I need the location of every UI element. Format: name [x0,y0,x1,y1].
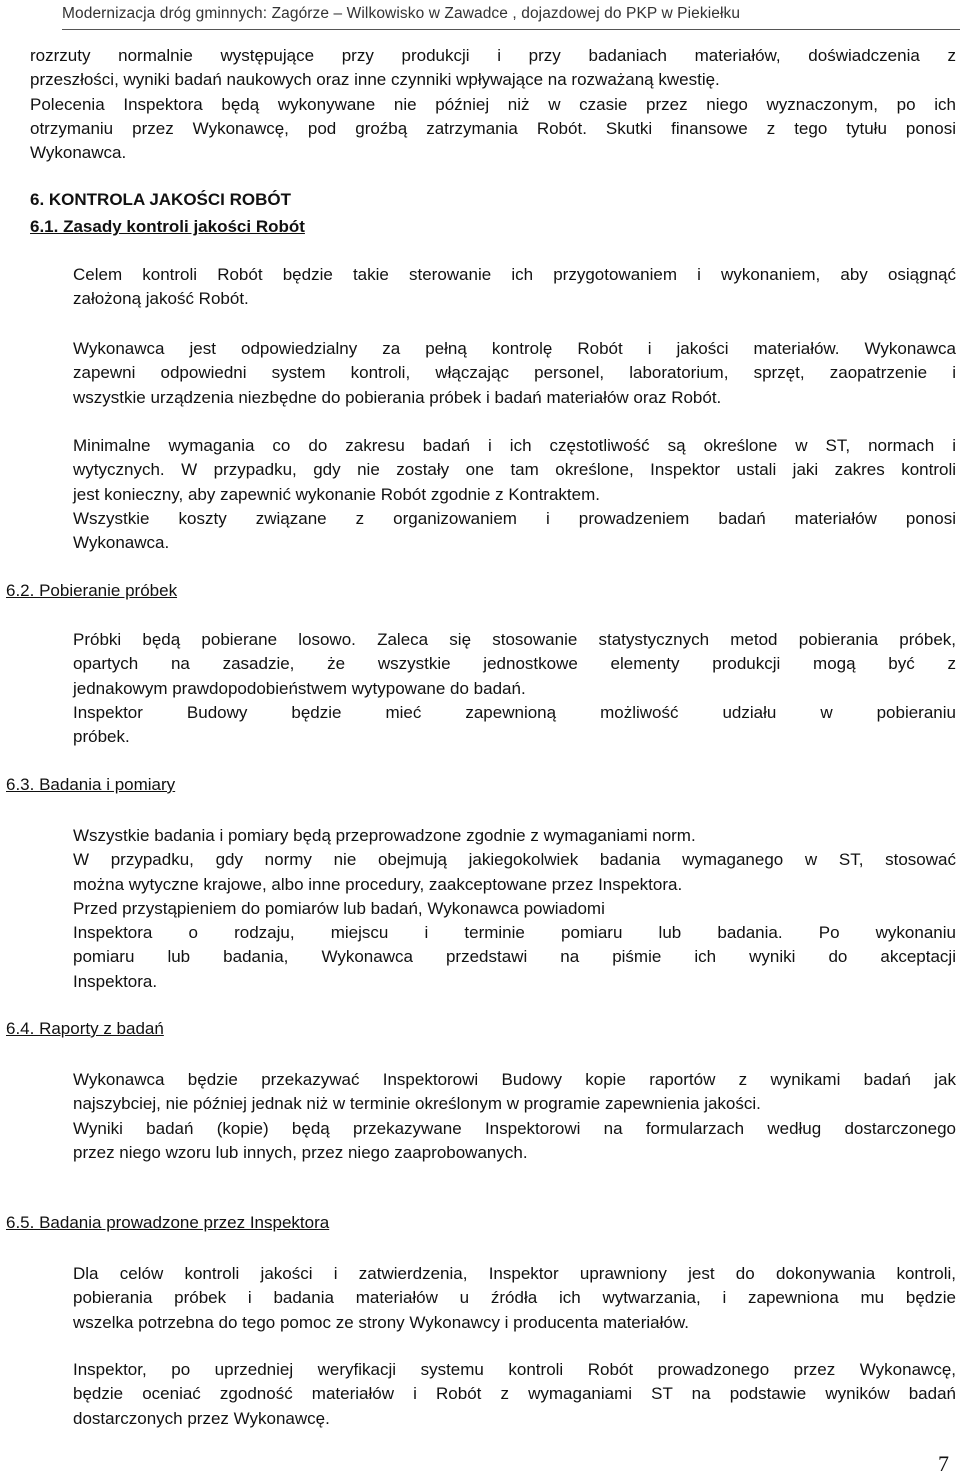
paragraph [73,263,956,312]
paragraph [73,1358,956,1431]
text-line: pobierania próbek i badania materiałów u źródła ich wytwarzania, i zapewniona mu będzie [73,1288,956,1308]
text-line: rozrzuty normalnie występujące przy produkcji i przy badaniach materiałów, doświadczenia z [30,46,956,65]
text-line: Dla celów kontroli jakości i zatwierdzenia, Inspektor uprawniony jest do dokonywania kontroli, [73,1264,956,1283]
text-line: Próbki będą pobierane losowo. Zaleca się stosowanie statystycznych metod pobierania próbek, [73,630,956,649]
text-line: Wykonawca. [30,143,127,163]
paragraph [73,824,956,994]
text-line: Celem kontroli Robót będzie takie sterowanie ich przygotowaniem i wykonaniem, aby osiągnąć [73,265,956,284]
subsection-heading-6-3 [6,775,175,795]
text-line: Wszystkie koszty związane z organizowaniem i prowadzeniem badań materiałów ponosi [73,508,956,528]
text-line: próbek. [73,727,130,747]
text-line: Wszystkie badania i pomiary będą przeprowadzone zgodnie z wymaganiami norm. [73,826,696,845]
text-line: przez niego wzoru lub innych, przez niego zaaprobowanych. [73,1142,528,1162]
text-line: opartych na zasadzie, że wszystkie jednostkowe elementy produkcji mogą być z [73,654,956,674]
text-line: Inspektor Budowy będzie mieć zapewnioną możliwość udziału w pobieraniu [73,702,956,722]
text-line: Przed przystąpieniem do pomiarów lub badań, Wykonawca powiadomi [73,898,605,918]
text-line: Minimalne wymagania co do zakresu badań i ich częstotliwość są określone w ST, normach i [73,436,956,455]
text-line: wytycznych. W przypadku, gdy nie zostały one tam określone, Inspektor ustali jaki zakres kontroli [73,460,956,480]
text-line: jest konieczny, aby zapewnić wykonanie Robót zgodnie z Kontraktem. [73,484,600,504]
paragraph [73,434,956,555]
paragraph [73,628,956,749]
text-line: Wykonawca jest odpowiedzialny za pełną kontrolę Robót i jakości materiałów. Wykonawca [73,339,956,358]
subsection-heading-6-1: 6.1. Zasady kontroli jakości Robót [30,217,305,236]
text-line: Inspektora. [73,971,158,991]
text-line: Polecenia Inspektora będą wykonywane nie później niż w czasie przez niego wyznaczonym, po ich [30,94,956,114]
page-number: 7 [938,1451,949,1476]
subsection-heading-6-5 [6,1213,329,1233]
subsection-heading-6-2 [6,581,177,601]
text-line: W przypadku, gdy normy nie obejmują jakiegokolwiek badania wymaganego w ST, stosować [73,850,956,870]
text-line: można wytyczne krajowe, albo inne procedury, zaakceptowane przez Inspektora. [73,874,683,894]
subsection-heading-6-4 [6,1019,164,1039]
paragraph [73,337,956,410]
section-title: 6. KONTROLA JAKOŚCI ROBÓT [30,190,291,209]
text-line: jednakowym prawdopodobieństwem wytypowane do badań. [73,678,526,698]
text-line: przeszłości, wyniki badań naukowych oraz inne czynniki wpływające na rozważaną kwestię. [30,70,720,90]
intro-paragraph [30,44,956,165]
paragraph [73,1068,956,1165]
text-line: założoną jakość Robót. [73,289,249,309]
paragraph [73,1262,956,1335]
heading-text: 6.3. Badania i pomiary [6,775,176,794]
text-line: Inspektora o rodzaju, miejscu i terminie pomiaru lub badania. Po wykonaniu [73,923,956,943]
text-line: Inspektor, po uprzedniej weryfikacji systemu kontroli Robót prowadzonego przez Wykonawcę, [73,1360,956,1379]
text-line: wszelka potrzebna do tego pomoc ze strony Wykonawcy i producenta materiałów. [73,1312,689,1332]
text-line: otrzymaniu przez Wykonawcę, pod groźbą zatrzymania Robót. Skutki finansowe z tego tytułu ponosi [30,118,956,138]
text-line: zapewni odpowiedni system kontroli, włączając personel, laboratorium, sprzęt, zaopatrzenie i [73,363,956,383]
text-line: pomiaru lub badania, Wykonawca przedstawi na piśmie ich wyniki do akceptacji [73,947,956,967]
heading-text: 6.5. Badania prowadzone przez Inspektora [6,1213,330,1232]
text-line: Wyniki badań (kopie) będą przekazywane Inspektorowi na formularzach według dostarczonego [73,1118,956,1138]
text-line: Wykonawca będzie przekazywać Inspektorowi Budowy kopie raportów z wynikami badań jak [73,1070,956,1089]
text-line: dostarczonych przez Wykonawcę. [73,1408,330,1428]
text-line: będzie oceniać zgodność materiałów i Robót z wymaganiami ST na podstawie wyników badań [73,1384,956,1404]
heading-text: 6.2. Pobieranie próbek [6,581,178,600]
page-header: Modernizacja dróg gminnych: Zagórze – Wilkowisko w Zawadce , dojazdowej do PKP w Piekiełku [62,5,741,22]
text-line: Wykonawca. [73,533,170,553]
heading-text: 6.4. Raporty z badań [6,1019,164,1038]
text-line: najszybciej, nie później jednak niż w terminie określonym w programie zapewnienia jakości. [73,1094,761,1114]
text-line: wszystkie urządzenia niezbędne do pobierania próbek i badań materiałów oraz Robót. [73,387,722,407]
header-divider [62,29,960,30]
